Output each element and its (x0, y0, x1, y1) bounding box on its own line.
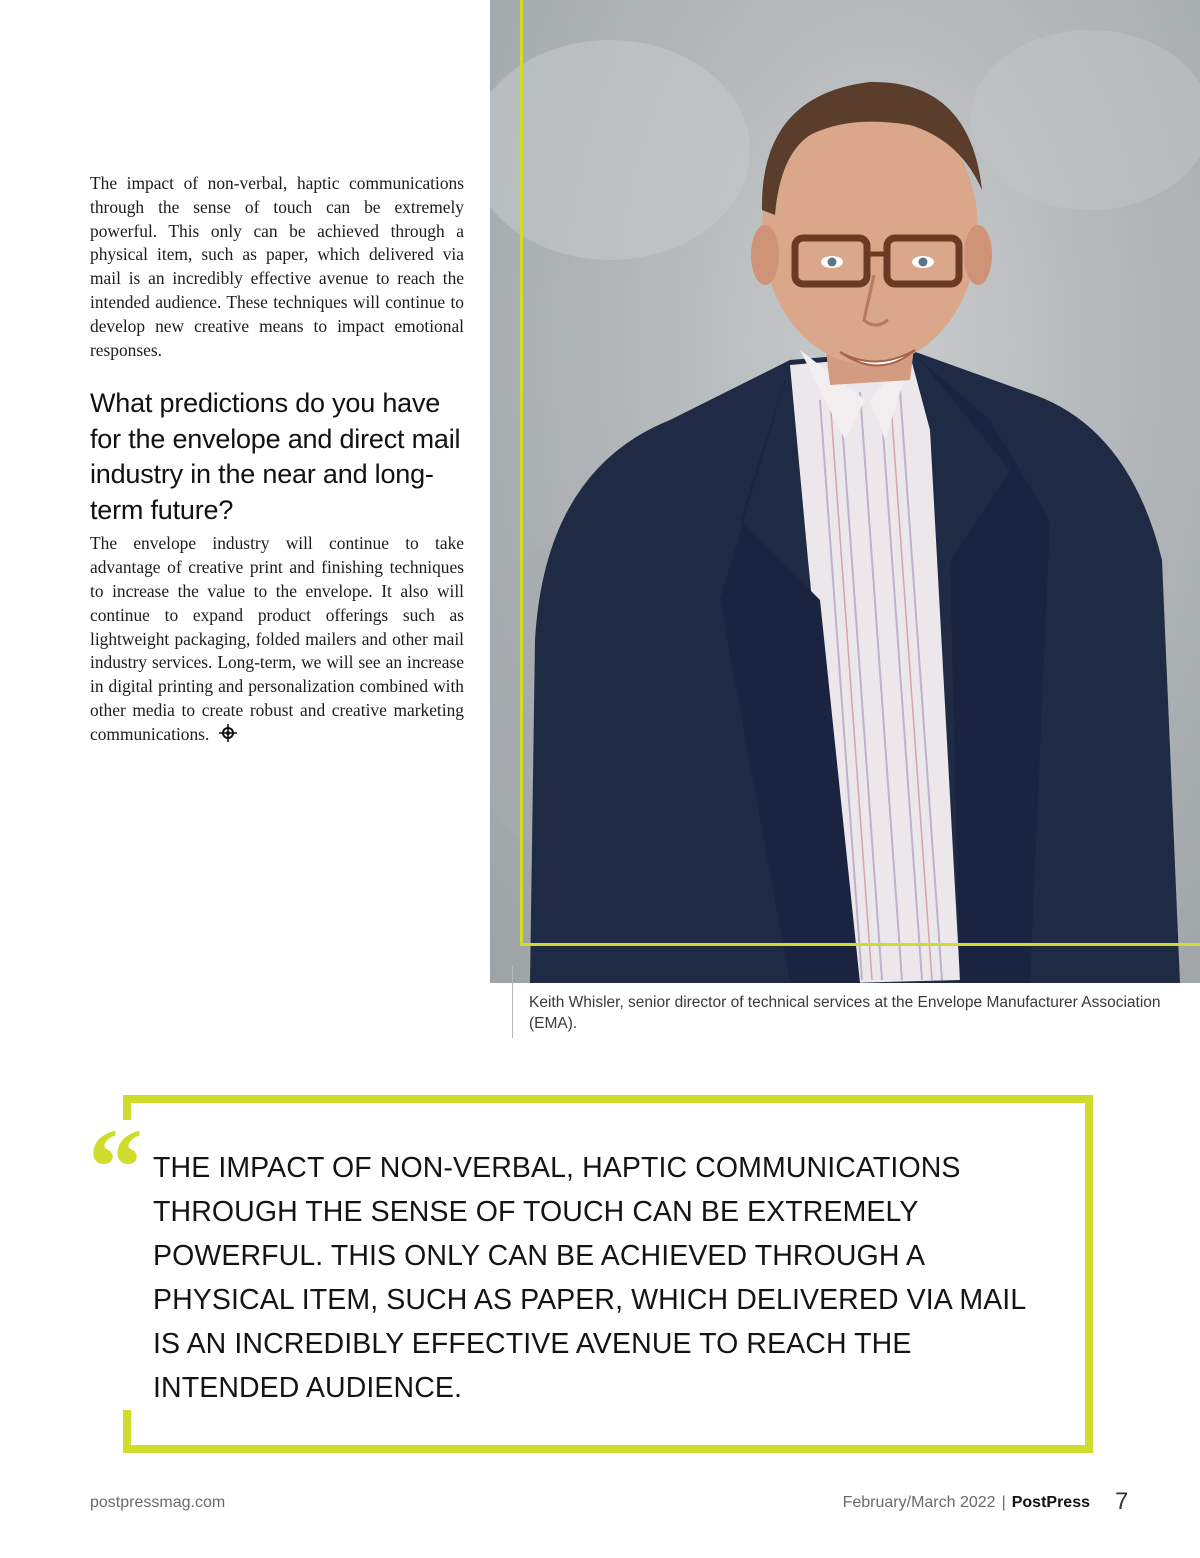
footer-issue-info (843, 1494, 1090, 1512)
photo-frame-vertical-rule (520, 0, 523, 946)
body-paragraph-2 (90, 532, 464, 746)
pull-quote-text: THE IMPACT OF NON-VERBAL, HAPTIC COMMUNICATIONS THROUGH THE SENSE OF TOUCH CAN BE EXTREMELY POWERFUL. THIS ONLY CAN BE ACHIEVED THROUGH A PHYSICAL ITEM, SUCH AS PAPER, WHICH DELIVERED VIA MAIL IS AN INCREDIBLY EFFECTIVE AVENUE TO REACH THE INTENDED AUDIENCE. (153, 1152, 1026, 1404)
interview-question-heading: What predictions do you have for the envelope and direct mail industry in the near and long-term future? (90, 388, 461, 525)
body-paragraph-1: The impact of non-verbal, haptic communications through the sense of touch can be extremely powerful. This only can be achieved through a physical item, such as paper, which delivered via mail is an incredibly effective avenue to reach the intended audience. These techniques will continue to develop new creative means to impact emotional responses. (90, 173, 464, 360)
quotation-mark-icon: “ (88, 1106, 143, 1228)
portrait-illustration (490, 0, 1200, 983)
photo-caption: Keith Whisler, senior director of technical services at the Envelope Manufacturer Association (EMA). (529, 994, 1161, 1032)
footer-separator: | (1001, 1494, 1006, 1511)
article-column (90, 172, 464, 747)
end-of-article-icon (219, 724, 237, 742)
footer-issue-date: February/March 2022 (842, 1494, 996, 1511)
caption-rule (512, 966, 513, 1038)
footer-website: postpressmag.com (90, 1494, 226, 1511)
photo-frame-horizontal-rule (520, 943, 1200, 946)
page-number: 7 (1115, 1488, 1129, 1515)
footer-brand: PostPress (1011, 1494, 1090, 1511)
body-paragraph-2-text: The envelope industry will continue to take advantage of creative print and finishing techniques to increase the value to the envelope. It also will continue to expand product offerings such as lightweight packaging, folded mailers and other mail industry services. Long-term, we will see an increase in digital printing and personalization combined with other media to create robust and creative marketing communications. (90, 533, 464, 744)
portrait-photo (490, 0, 1200, 983)
